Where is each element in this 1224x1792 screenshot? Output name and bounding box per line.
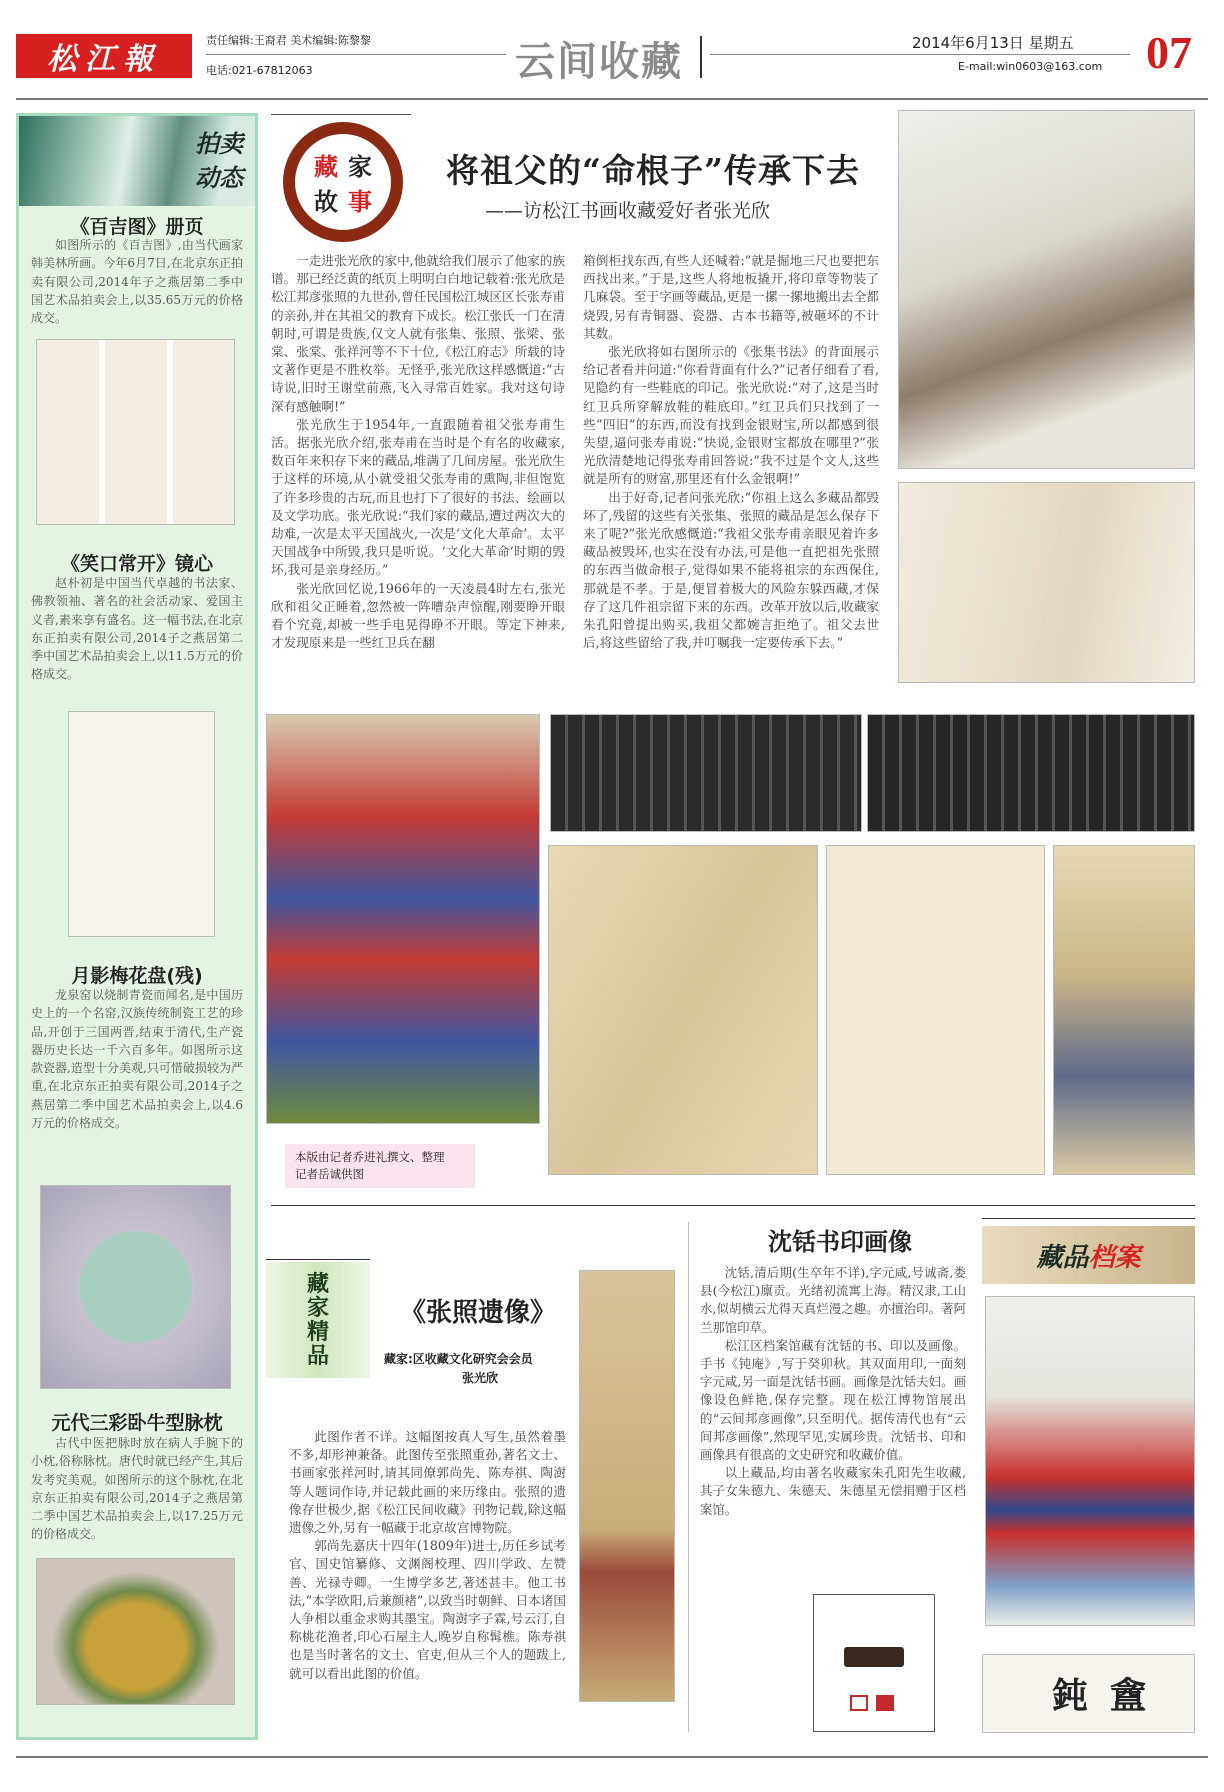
paragraph: 此图作者不详。这幅图按真人写生,虽然着墨不多,却形神兼备。此图传至张照重孙,著名文士、书画家张祥河时,请其同僚郭尚先、陈寿祺、陶澍等人题词作诗,并记载此画的来历缘由。张照的遗像存世极少,据《松江民间收藏》刊物记载,除这幅遗像之外,另有一幅藏于北京故宫博物院。 xyxy=(289,1429,566,1536)
article-headline: 将祖父的“命根子”传承下去 xyxy=(446,151,860,190)
credit-box xyxy=(285,1144,475,1188)
credit-line: 本版由记者乔进礼撰文、整理 xyxy=(295,1150,445,1164)
collector-name: 张光欣 xyxy=(462,1371,499,1385)
item-title: 《百吉图》册页 xyxy=(70,216,204,238)
zhangzhao-portrait-scroll xyxy=(579,1270,675,1702)
section-title: 云间收藏 xyxy=(515,39,683,85)
seal-photo xyxy=(813,1594,935,1732)
sidebar-header-line1: 拍卖 xyxy=(195,130,243,158)
badge-rule xyxy=(982,1218,1195,1219)
banner-text: 档案 xyxy=(1088,1242,1141,1273)
article-subtitle: ——访松江书画收藏爱好者张光欣 xyxy=(485,200,771,222)
paragraph-continued: 箱倒柜找东西,有些人还喊着:“就是掘地三尺也要把东西找出来。”于是,这些人将地板撬开,将印章等物装了几麻袋。至于字画等藏品,更是一摞一摞地搬出去全都烧毁,另有青铜器、瓷器、古本书籍等,被砸坏的不计其数。 xyxy=(583,253,879,341)
phone: 电话:021-67812063 xyxy=(206,64,313,77)
badge-char: 品 xyxy=(306,1343,329,1369)
baijitu-image xyxy=(36,339,235,525)
header-rule-right xyxy=(710,54,1130,55)
article-column-2 xyxy=(583,252,879,652)
item-text: 赵朴初是中国当代卓越的书法家、佛教领袖、著名的社会活动家、爱国主义者,素来享有盛名。这一幅书法,在北京东正拍卖有限公司,2014子之燕居第二季中国艺术品拍卖会上,以11.5万元的价格成交。 xyxy=(31,576,243,682)
calligraphy-scroll-1 xyxy=(548,845,818,1175)
collector-line: 藏家:区收藏文化研究会会员 xyxy=(384,1352,533,1366)
paragraph: 张光欣回忆说,1966年的一天凌晨4时左右,张光欣和祖父正睡着,忽然被一阵嘈杂声惊醒,刚要睁开眼看个究竟,却被一些手电晃得睁不开眼。等定下神来,才发现原来是一些红卫兵在翻 xyxy=(271,580,565,651)
badge-rule xyxy=(271,114,411,115)
collection-archive-banner xyxy=(982,1226,1195,1284)
shenkuo-couple-portrait xyxy=(985,1296,1195,1626)
paragraph: 以上藏品,均由著名收藏家朱孔阳先生收藏,其子女朱德九、朱德天、朱德星无偿捐赠于区档案馆。 xyxy=(700,1465,966,1517)
collector-treasure-badge xyxy=(266,1262,370,1378)
sidebar-header-line2: 动态 xyxy=(195,164,243,192)
item-text: 龙泉窑以烧制青瓷而闻名,是中国历史上的一个名窑,汉族传统制瓷工艺的珍品,开创于三国两晋,结束于清代,生产瓷器历史长达一千六百多年。如图所示这款瓷器,造型十分美观,只可惜破损较为严重,在北京东正拍卖有限公司,2014子之燕居第二季中国艺术品拍卖会上,以4.6万元的价格成交。 xyxy=(31,988,243,1131)
header-rule-left xyxy=(206,54,506,55)
item-title: 月影梅花盘(残) xyxy=(71,965,203,987)
badge-char: 家 xyxy=(348,153,372,181)
shenkuo-body xyxy=(700,1264,966,1519)
calligraphy-scroll-2 xyxy=(826,845,1045,1175)
sidebar-header-banner xyxy=(19,116,255,206)
paragraph: 一走进张光欣的家中,他就给我们展示了他家的族谱。那已经泛黄的纸页上明明白白地记载着:张光欣是松江邦彦张照的九世孙,曾任民国松江城区区长张寿甫的亲孙,并在其祖父的教育下成长。松江张氏一门在清朝时,可谓是贵族,仅文人就有张集、张照、张梁、张棠、张棠、张祥河等不下十位,《松江府志》所载的诗文著作更是不胜枚举。无怪乎,张光欣这样感慨道:“古诗说,旧时王谢堂前燕,飞入寻常百姓家。我对这句诗深有感触啊!” xyxy=(271,253,565,414)
seal-impression xyxy=(876,1695,894,1711)
column-rule xyxy=(688,1222,689,1732)
seal-stone xyxy=(844,1647,904,1667)
badge-char: 藏 xyxy=(314,153,338,181)
editors: 责任编辑:王裔君 美术编辑:陈黎黎 xyxy=(206,34,371,47)
credit-line: 记者岳诚供图 xyxy=(295,1167,364,1181)
paragraph: 沈铦,清后期(生卒年不详),字元咸,号诚斋,娄县(今松江)廪贡。光绪初流寓上海。精汉隶,工山水,似胡横云尤得天真烂漫之趣。亦擅治印。著阿兰那馆印草。 xyxy=(700,1265,966,1335)
issue-date: 2014年6月13日 星期五 xyxy=(912,34,1074,52)
badge-char: 故 xyxy=(314,188,338,216)
paragraph: 郭尚先嘉庆十四年(1809年)进士,历任乡试考官、国史馆纂修、文渊阁校理、四川学政、左赞善、光禄寺卿。一生博学多艺,著述甚丰。他工书法,“本学欧阳,后兼颜褚”,以致当时朝鲜、日本诸国人争相以重金求购其墨宝。陶澍字子霖,号云汀,自称桃花渔者,印心石屋主人,晚岁自称髯樵。陈寿祺也是当时著名的文士、官吏,但从三个人的题跋上,就可以看出此图的价值。 xyxy=(289,1538,566,1681)
footer-rule xyxy=(16,1756,1208,1758)
item-text: 如图所示的《百吉图》,由当代画家韩美林所画。今年6月7日,在北京东正拍卖有限公司,2014年子之燕居第二季中国艺术品拍卖会上,以35.65万元的价格成交。 xyxy=(31,238,243,326)
page-number: 07 xyxy=(1146,27,1192,78)
badge-rule xyxy=(266,1259,370,1260)
newspaper-logo: 松江報 xyxy=(16,34,192,78)
paragraph: 张光欣将如右图所示的《张集书法》的背面展示给记者看并问道:“你看背面有什么?”记者仔细看了看,见隐约有一些鞋底的印记。张光欣说:“对了,这是当时红卫兵所穿解放鞋的鞋底印。”红卫兵们只找到了一些“四旧”的东西,而没有找到金银财宝,所以都感到很失望,逼问张寿甫说:“快说,金银财宝都放在哪里?”张光欣清楚地记得张寿甫回答说:“我不过是个文人,这些就是所有的财富,那里还有什么金银啊!” xyxy=(583,344,879,487)
article-column-1 xyxy=(271,252,565,652)
ancestor-portrait-painting xyxy=(266,714,540,1124)
collector-portrait-photo xyxy=(898,110,1195,469)
zhangji-calligraphy-back-photo xyxy=(898,482,1195,683)
stone-rubbing-2 xyxy=(867,714,1195,832)
auction-news-sidebar xyxy=(16,113,258,1740)
email: E-mail:win0603@163.com xyxy=(958,60,1103,73)
paragraph: 松江区档案馆藏有沈铦的书、印以及画像。手书《钝庵》,写于癸卯秋。其双面用印,一面刻字元咸,另一面是沈铦书画。画像是沈铦夫妇。画像设色鲜艳,保存完整。现在松江博物馆展出的“云间邦彦画像”,只至明代。据传清代也有“云间邦彦画像”,然现罕见,实属珍贵。沈铦书、印和画像具有很高的文史研究和收藏价值。 xyxy=(700,1337,966,1463)
xiaokouchangkai-calligraphy-image xyxy=(68,711,215,937)
item-text: 古代中医把脉时放在病人手腕下的小枕,俗称脉枕。唐代时就已经产生,其后发考究美观。如图所示的这个脉枕,在北京东正拍卖有限公司,2014子之燕居第二季中国艺术品拍卖会上,以17.25万元的价格成交。 xyxy=(31,1436,243,1542)
pillow-image xyxy=(36,1558,235,1705)
paragraph: 出于好奇,记者问张光欣:“你祖上这么多藏品都毁坏了,残留的这些有关张集、张照的藏品是怎么保存下来了呢?”张光欣感慨道:“我祖父张寿甫亲眼见着许多藏品被毁坏,也实在没有办法,可是他一直把祖先张照的东西当做命根子,觉得如果不能将祖宗的东西保住,那就是不孝。于是,便冒着极大的风险东躲西藏,才保存了这几件祖宗留下来的东西。改革开放以后,收藏家朱孔阳曾提出购买,我祖父都婉言拒绝了。祖父去世后,将这些留给了我,并叮嘱我一定要传承下去。” xyxy=(583,489,879,651)
jingpin-title: 《张照遗像》 xyxy=(400,1298,557,1328)
stone-rubbing-1 xyxy=(550,714,862,832)
paragraph: 张光欣生于1954年,一直跟随着祖父张寿甫生活。据张光欣介绍,张寿甫在当时是个有名的收藏家,数百年来积存下来的藏品,堆满了几间房屋。张光欣生于这样的环境,从小就受祖父张寿甫的熏陶,非但饱览了许多珍贵的古玩,而且也打下了很好的书法、绘画以及文学功底。张光欣说:“我们家的藏品,遭过两次大的劫难,一次是太平天国战火,一次是‘文化大革命’。太平天国战争中所毁,我只是听说。‘文化大革命’时期的毁坏,我可是亲身经历。” xyxy=(271,416,565,578)
shenkuo-title: 沈铦书印画像 xyxy=(768,1227,912,1256)
portrait-scroll xyxy=(1053,845,1195,1175)
item-title: 元代三彩卧牛型脉枕 xyxy=(51,1412,223,1434)
banner-text: 藏品 xyxy=(1036,1242,1089,1273)
dunan-calligraphy: 鈍盦 xyxy=(982,1654,1195,1733)
seal-impression xyxy=(850,1695,868,1711)
plum-plate-image xyxy=(40,1185,231,1389)
section-divider xyxy=(271,1205,1195,1206)
badge-char: 精 xyxy=(306,1319,329,1345)
jingpin-body xyxy=(289,1428,566,1683)
collector-story-badge xyxy=(283,122,403,242)
badge-char: 藏 xyxy=(306,1271,329,1297)
divider xyxy=(700,36,702,78)
badge-char: 事 xyxy=(348,188,372,216)
badge-char: 家 xyxy=(306,1295,329,1321)
masthead-rule xyxy=(16,98,1208,100)
item-title: 《笑口常开》镜心 xyxy=(60,553,213,575)
